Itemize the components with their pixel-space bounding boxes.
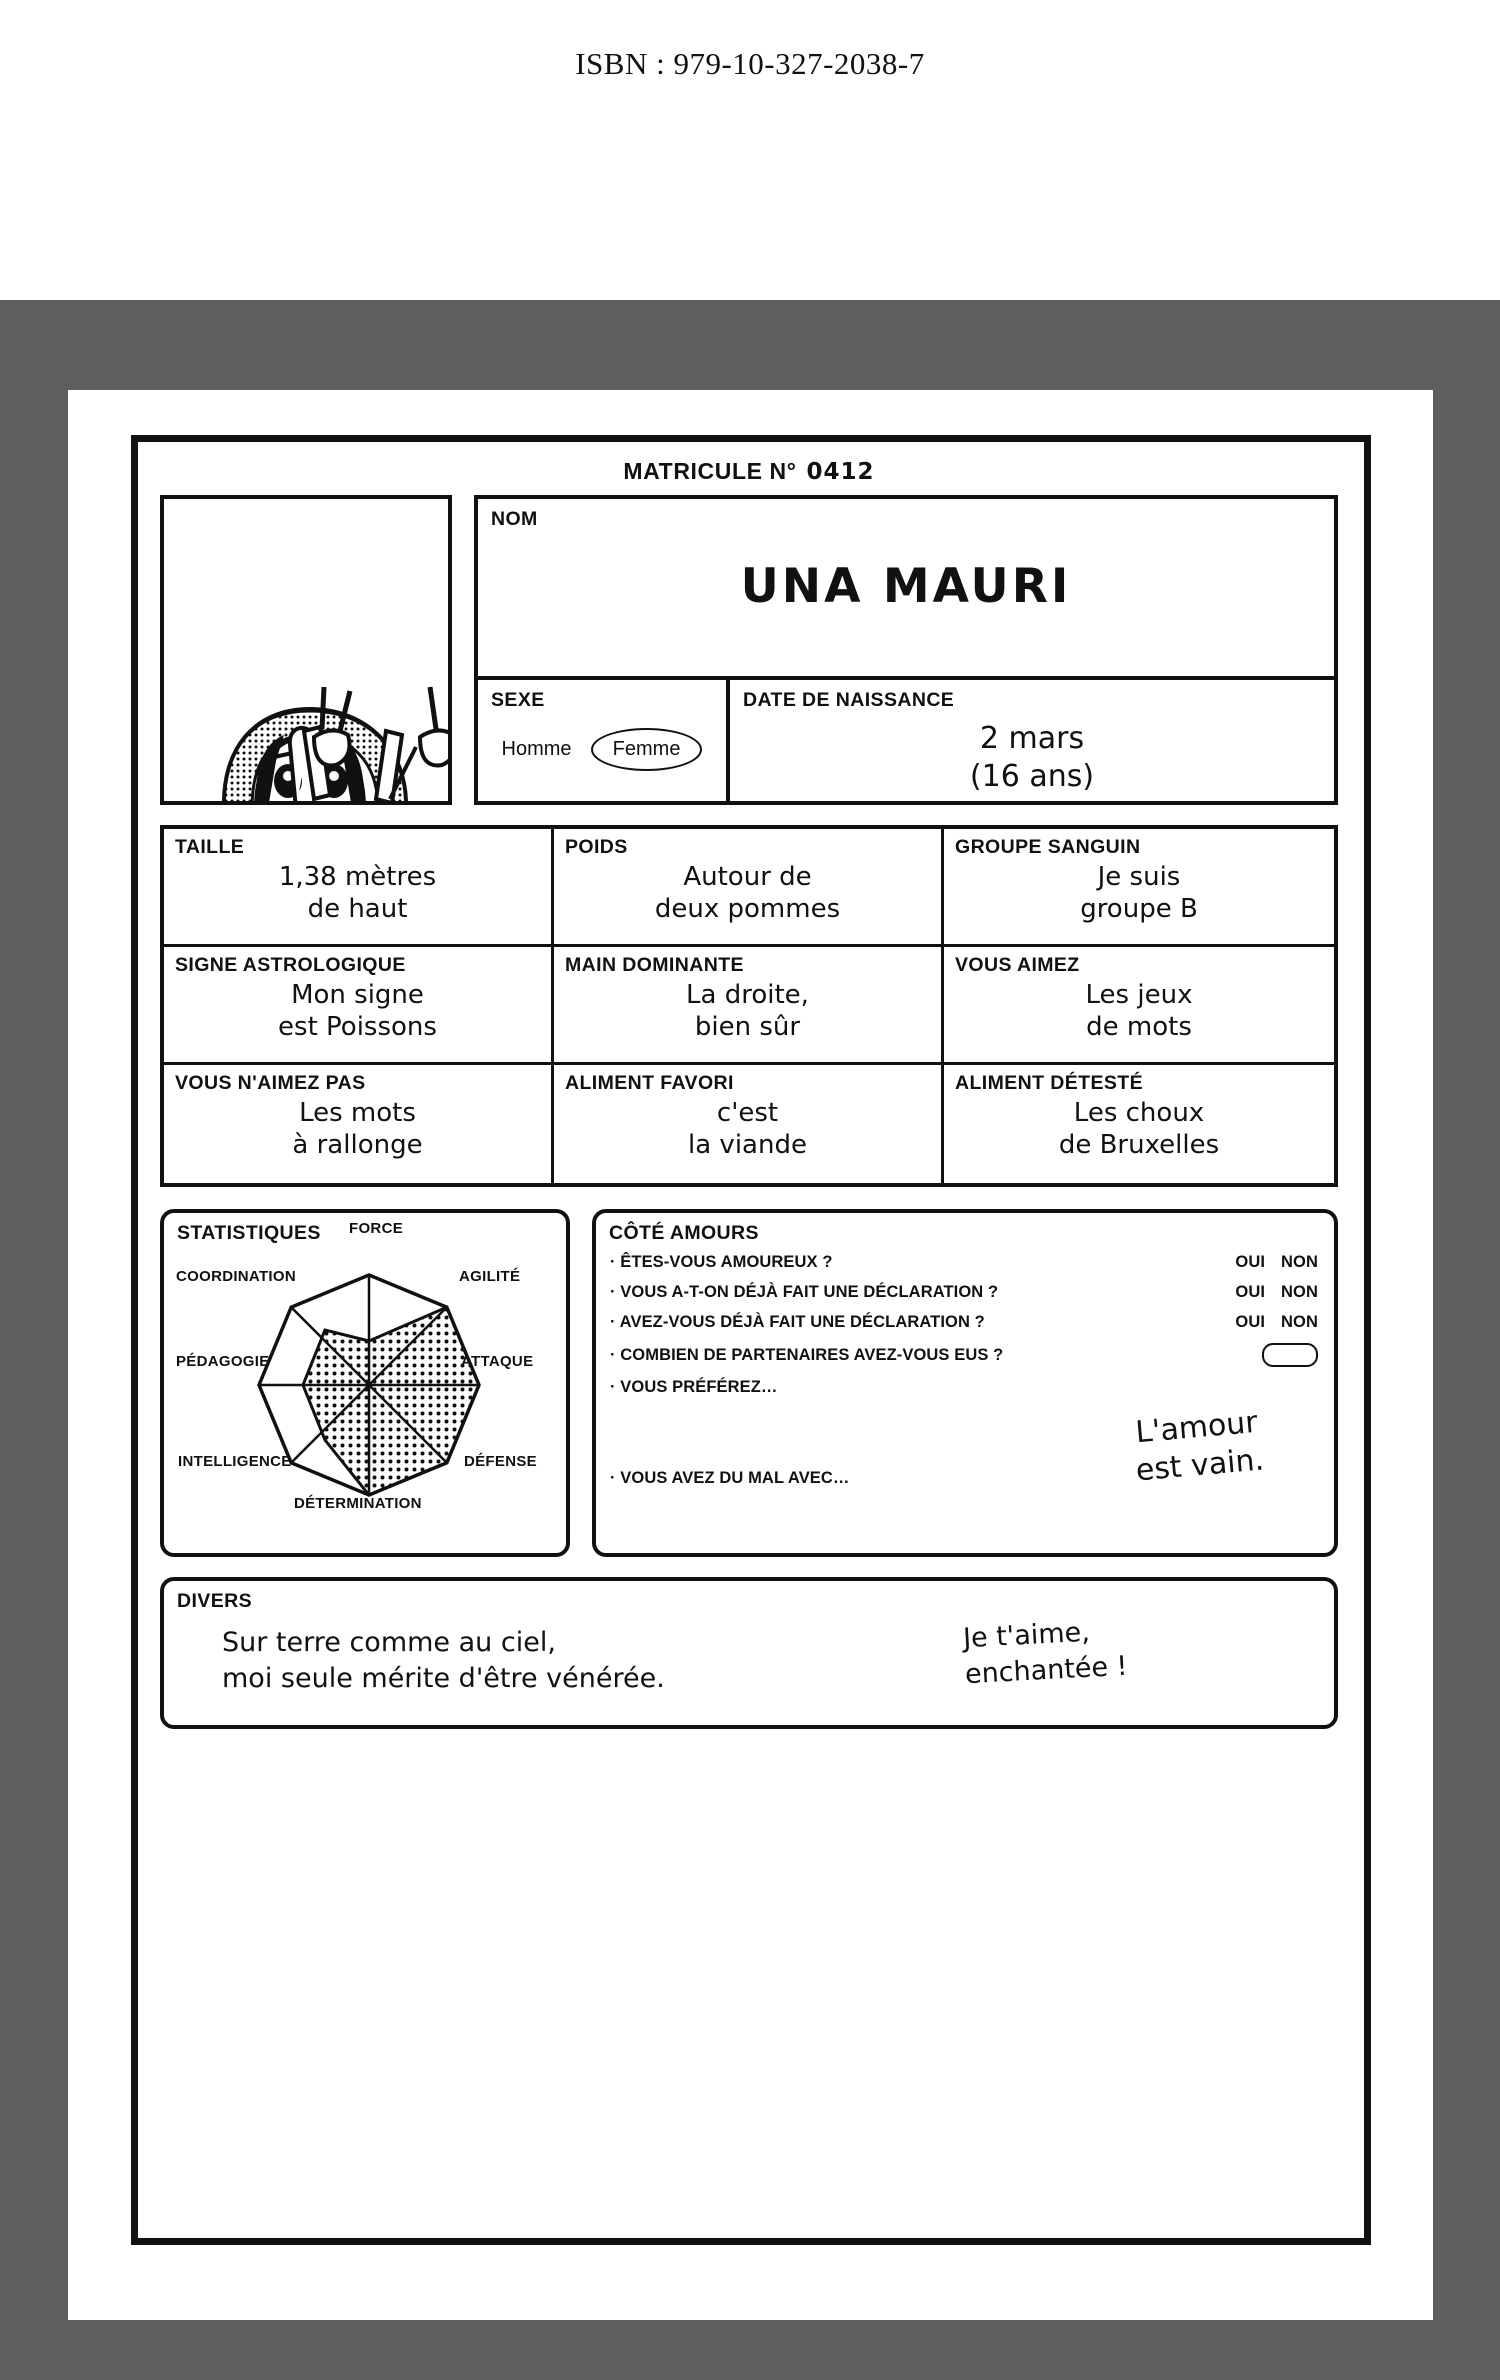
- attribute-value-line2: de mots: [1086, 1011, 1192, 1042]
- answer-oui[interactable]: OUI: [1235, 1253, 1266, 1271]
- answer-non[interactable]: NON: [1281, 1253, 1318, 1271]
- radar-axis-pedagogie: PÉDAGOGIE: [176, 1353, 270, 1370]
- attribute-cell-signe-astrologique[interactable]: [164, 947, 554, 1065]
- divers-text: [222, 1625, 665, 1696]
- radar-axis-agilite: AGILITÉ: [459, 1268, 521, 1285]
- attribute-value-line1: Je suis: [1097, 862, 1181, 892]
- divers-label: DIVERS: [177, 1590, 253, 1612]
- attribute-cell-aliment-favori[interactable]: [554, 1065, 944, 1183]
- answer-non[interactable]: NON: [1281, 1283, 1318, 1301]
- attribute-cell-poids[interactable]: [554, 829, 944, 947]
- attribute-cell-vous-aimez[interactable]: [944, 947, 1334, 1065]
- radar-axis-coordination: COORDINATION: [176, 1268, 296, 1285]
- attribute-cell-aliment-deteste[interactable]: [944, 1065, 1334, 1183]
- love-question-row: [610, 1343, 1318, 1367]
- sex-label: SEXE: [491, 689, 545, 711]
- attribute-value-line2: deux pommes: [654, 893, 841, 924]
- divers-line2: moi seule mérite d'être vénérée.: [222, 1662, 665, 1694]
- birthdate-label: DATE DE NAISSANCE: [743, 689, 955, 711]
- attribute-value-line2: de Bruxelles: [1058, 1129, 1220, 1160]
- attributes-grid: [160, 825, 1338, 1187]
- attribute-value-line1: Les jeux: [1085, 980, 1193, 1010]
- attribute-value-line1: La droite,: [686, 980, 809, 1010]
- attribute-label: SIGNE ASTROLOGIQUE: [175, 954, 406, 976]
- identity-column: [474, 495, 1338, 805]
- attribute-label: ALIMENT FAVORI: [565, 1072, 734, 1094]
- matricule-value: 0412: [806, 459, 875, 485]
- birthdate-line1: 2 mars: [979, 721, 1085, 756]
- birthdate-line2: (16 ans): [969, 758, 1095, 794]
- attribute-value-line2: bien sûr: [694, 1011, 801, 1042]
- isbn-band: [0, 0, 1500, 300]
- character-profile-sheet: [131, 435, 1371, 2245]
- sex-field[interactable]: [474, 676, 730, 805]
- statistics-label: STATISTIQUES: [177, 1222, 321, 1244]
- attribute-label: GROUPE SANGUIN: [955, 836, 1141, 858]
- love-question-text: · VOUS AVEZ DU MAL AVEC…: [610, 1469, 850, 1487]
- divers-note-line1: Je t'aime,: [962, 1616, 1091, 1655]
- radar-data-area: [303, 1307, 479, 1495]
- attribute-label: TAILLE: [175, 836, 245, 858]
- matricule-label: MATRICULE N°: [623, 458, 797, 484]
- attribute-value-line1: Les choux: [1073, 1098, 1205, 1128]
- attribute-value: [944, 980, 1334, 1043]
- sex-options: [478, 728, 726, 771]
- attribute-value: [554, 1098, 941, 1161]
- name-label: NOM: [491, 508, 538, 530]
- attribute-cell-taille[interactable]: [164, 829, 554, 947]
- attribute-value: [554, 862, 941, 925]
- attribute-label: VOUS AIMEZ: [955, 954, 1080, 976]
- attribute-cell-vous-naimez-pas[interactable]: [164, 1065, 554, 1183]
- love-label: CÔTÉ AMOURS: [609, 1222, 759, 1244]
- partner-count-input[interactable]: [1262, 1343, 1318, 1367]
- divers-note-line2: enchantée !: [964, 1650, 1129, 1690]
- top-row: [160, 495, 1338, 805]
- radar-axis-attaque: ATTAQUE: [461, 1353, 534, 1370]
- attribute-value: [164, 1098, 551, 1161]
- love-panel: [592, 1209, 1338, 1557]
- attribute-value-line2: la viande: [688, 1129, 807, 1160]
- attribute-value: [554, 980, 941, 1043]
- love-answer-ouinon: [1235, 1283, 1318, 1302]
- sex-dob-row: [474, 676, 1338, 805]
- divers-note: [962, 1613, 1128, 1693]
- attribute-label: VOUS N'AIMEZ PAS: [175, 1072, 366, 1094]
- attribute-label: POIDS: [565, 836, 628, 858]
- love-question-text: · VOUS PRÉFÉREZ…: [610, 1378, 778, 1396]
- sex-option-female-selected[interactable]: Femme: [591, 728, 703, 771]
- stats-and-love-row: [160, 1209, 1338, 1557]
- divers-panel: [160, 1577, 1338, 1729]
- attribute-value-line2: est Poissons: [278, 1011, 437, 1042]
- love-question-text: · AVEZ-VOUS DÉJÀ FAIT UNE DÉCLARATION ?: [610, 1313, 985, 1331]
- love-question-text: · VOUS A-T-ON DÉJÀ FAIT UNE DÉCLARATION ?: [610, 1283, 999, 1301]
- love-question-text: · ÊTES-VOUS AMOUREUX ?: [610, 1253, 833, 1271]
- love-answer-ouinon: [1235, 1253, 1318, 1272]
- answer-non[interactable]: NON: [1281, 1313, 1318, 1331]
- love-handwritten-note: [1131, 1404, 1265, 1490]
- birthdate-field[interactable]: [726, 676, 1338, 805]
- radar-axis-intelligence: INTELLIGENCE: [178, 1453, 292, 1470]
- love-question-row: [610, 1283, 1318, 1302]
- portrait-photo: [160, 495, 452, 805]
- attribute-label: MAIN DOMINANTE: [565, 954, 744, 976]
- divers-line1: Sur terre comme au ciel,: [222, 1627, 556, 1658]
- character-illustration: [164, 499, 452, 805]
- attribute-value-line1: 1,38 mètres: [278, 862, 437, 892]
- attribute-value: [164, 980, 551, 1043]
- attribute-value-line2: de haut: [307, 893, 408, 924]
- radar-axis-force: FORCE: [349, 1220, 403, 1237]
- attribute-value: [164, 862, 551, 925]
- isbn-text: ISBN : 979-10-327-2038-7: [575, 46, 925, 81]
- radar-axis-defense: DÉFENSE: [464, 1453, 537, 1470]
- attribute-value: [944, 1098, 1334, 1161]
- attribute-value-line1: Autour de: [683, 862, 812, 892]
- attribute-value: [944, 862, 1334, 925]
- radar-axis-determination: DÉTERMINATION: [294, 1495, 422, 1512]
- statistics-panel: [160, 1209, 570, 1557]
- attribute-value-line1: Les mots: [299, 1098, 416, 1128]
- birthdate-value: [730, 720, 1334, 795]
- name-value: UNA MAURI: [740, 559, 1072, 614]
- love-question-row: [610, 1253, 1318, 1272]
- attribute-cell-groupe-sanguin[interactable]: [944, 829, 1334, 947]
- love-handwritten-line1: L'amour: [1133, 1404, 1259, 1451]
- attribute-value-line2: groupe B: [1080, 893, 1198, 924]
- name-field[interactable]: [474, 495, 1338, 680]
- answer-oui[interactable]: OUI: [1235, 1283, 1266, 1301]
- love-question-row: [610, 1378, 1318, 1397]
- matricule-heading: [160, 458, 1338, 485]
- attribute-value-line1: Mon signe: [291, 980, 424, 1010]
- attribute-cell-main-dominante[interactable]: [554, 947, 944, 1065]
- love-handwritten-line2: est vain.: [1133, 1441, 1265, 1488]
- love-answer-ouinon: [1235, 1313, 1318, 1332]
- sex-option-male[interactable]: Homme: [501, 738, 572, 760]
- attribute-value-line1: c'est: [716, 1098, 779, 1128]
- attribute-value-line2: à rallonge: [292, 1129, 423, 1160]
- love-question-row: [610, 1313, 1318, 1332]
- attribute-label: ALIMENT DÉTESTÉ: [955, 1072, 1144, 1094]
- answer-oui[interactable]: OUI: [1235, 1313, 1266, 1331]
- radar-spokes: [259, 1275, 479, 1495]
- love-question-text: · COMBIEN DE PARTENAIRES AVEZ-VOUS EUS ?: [610, 1345, 1004, 1364]
